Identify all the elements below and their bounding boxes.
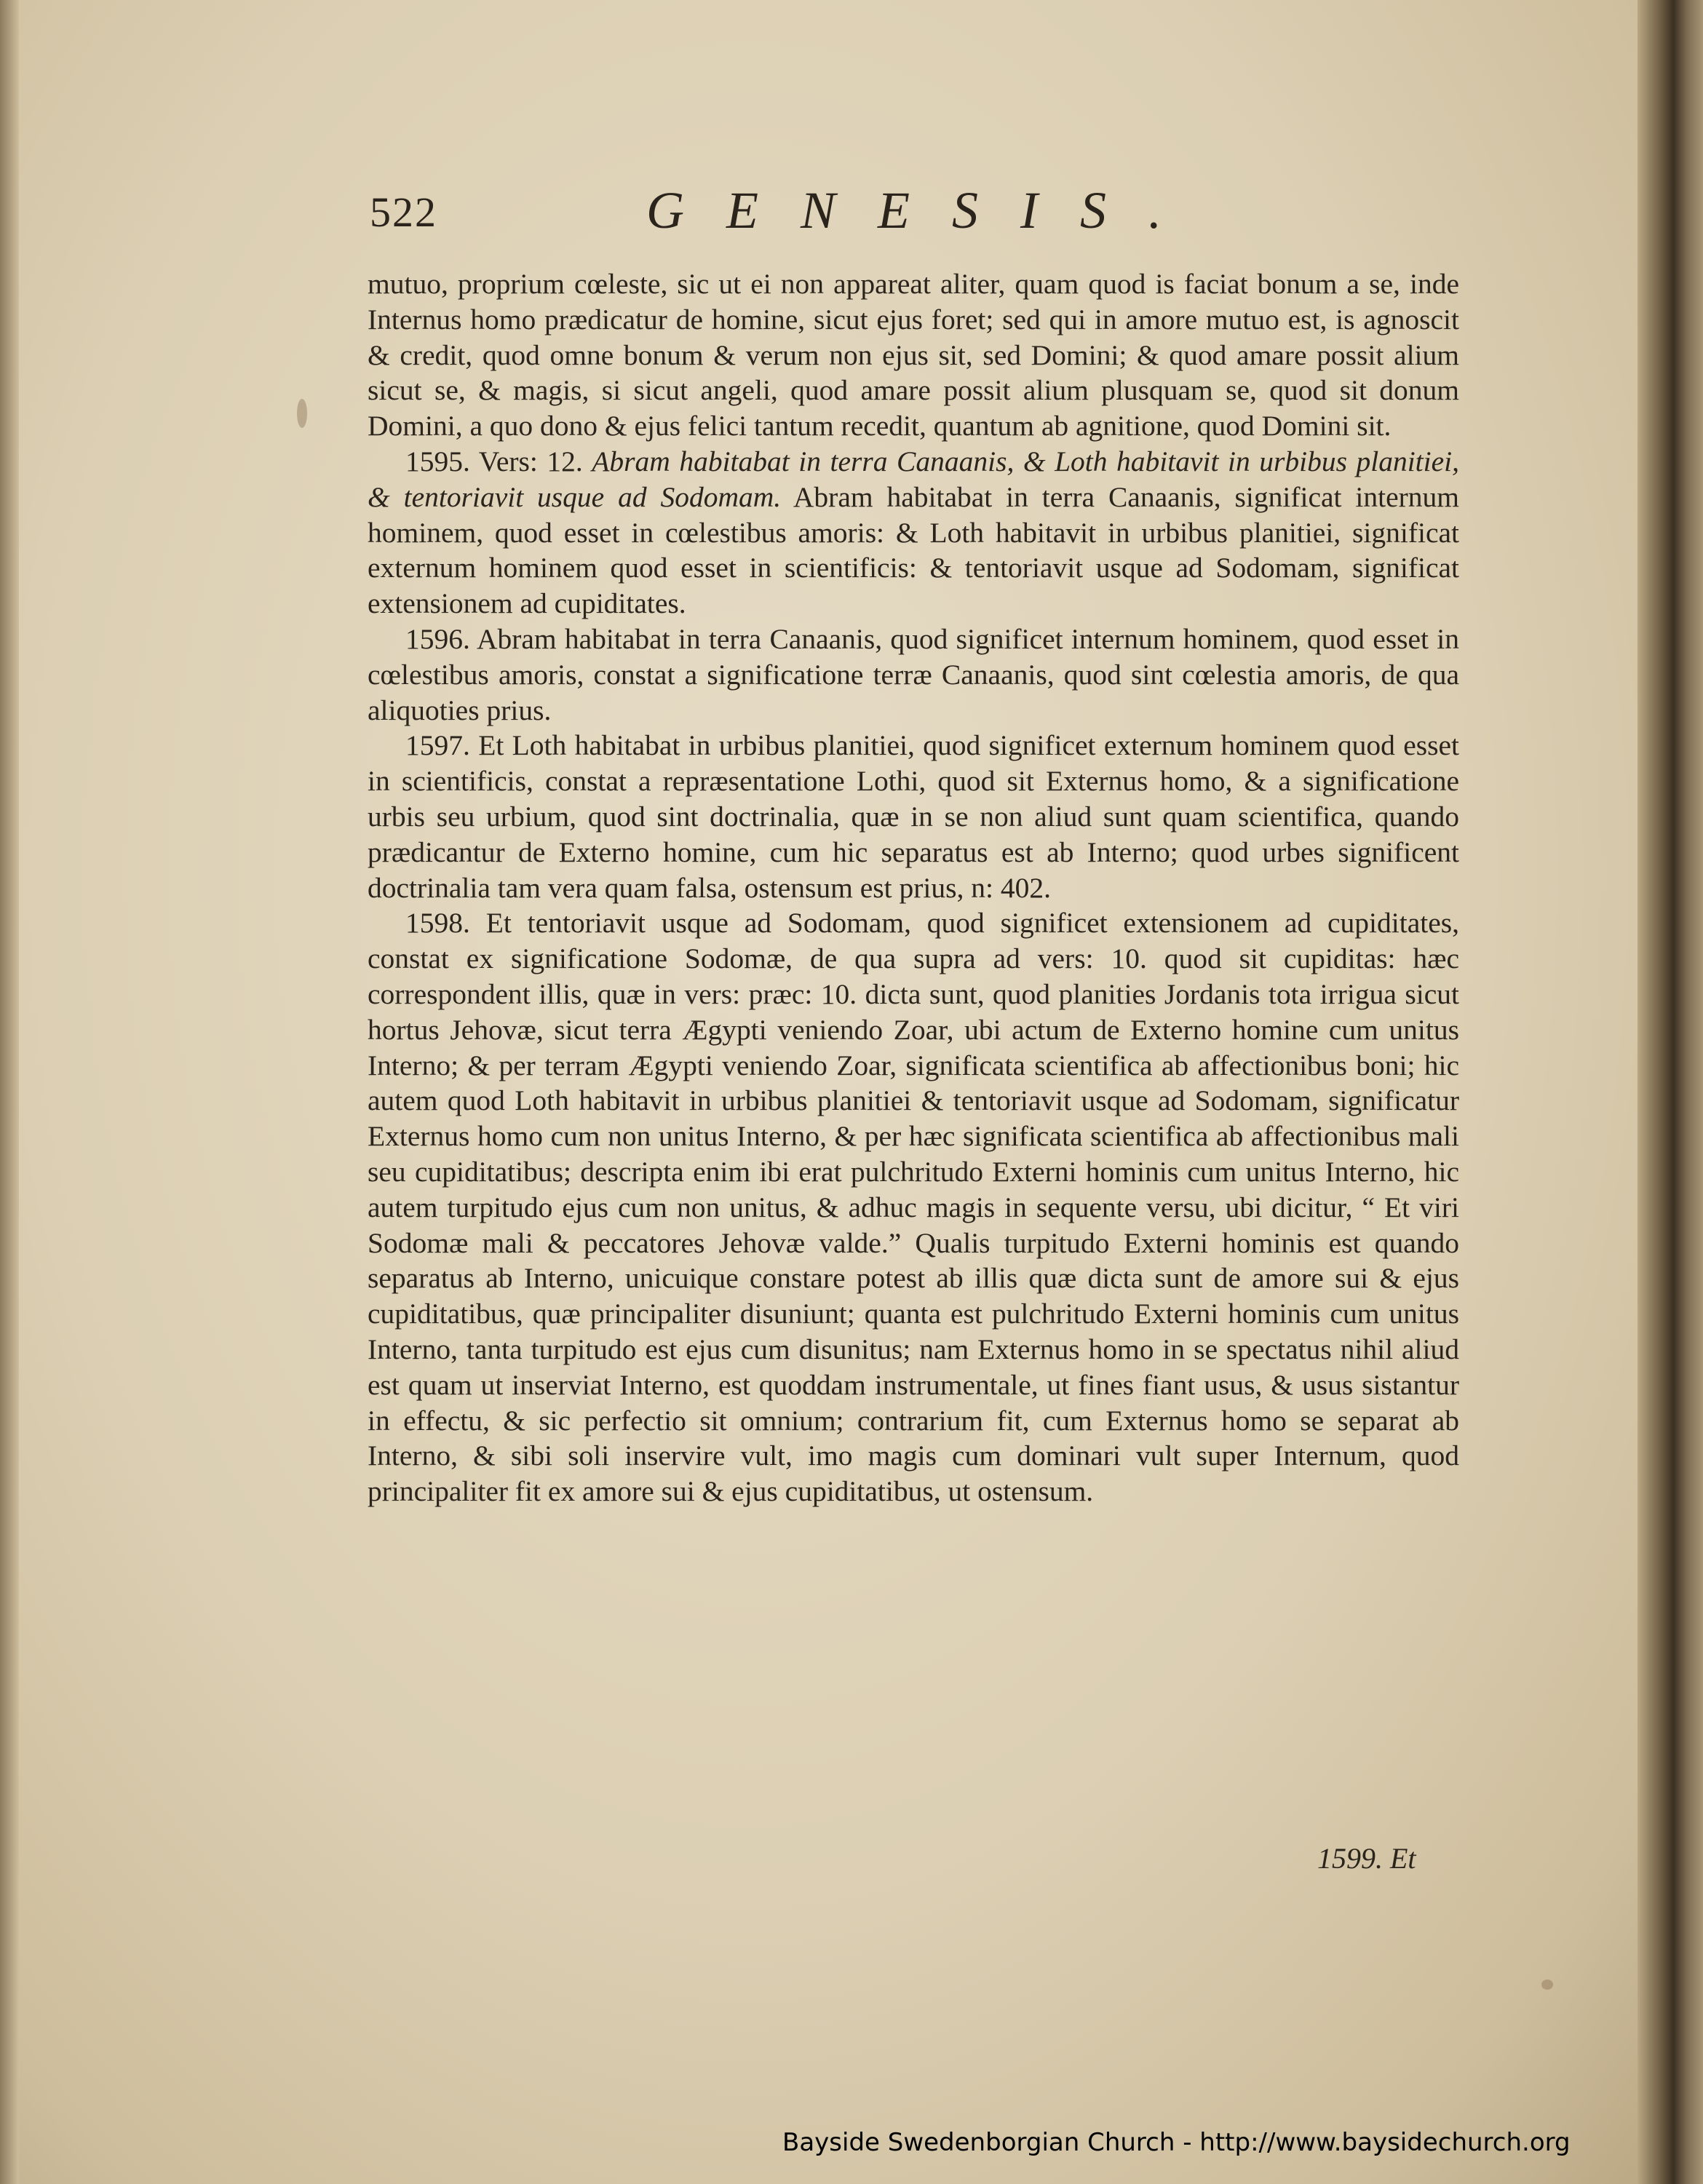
paragraph-1598 (368, 905, 1459, 1509)
catchword: 1599. Et (1317, 1842, 1416, 1875)
paragraph-1597 (368, 728, 1459, 905)
paragraph-1595 (368, 444, 1459, 622)
paragraph-text: Et Loth habitabat in urbibus planitiei, quod significet externum hominem quod esset in scientificis, constat a repræsentatione Lothi, quod sit Externus homo, & a significatione urbis seu urbium, quod sint doctrinalia, quæ in se non aliud sunt quam scientifica, quando prædicantur de Externo homine, cum hic separatus est ab Interno; quod urbes significent doctrinalia tam vera quam falsa, ostensum est prius, n: 402. (368, 729, 1460, 904)
page-number: 522 (370, 188, 437, 236)
paragraph-text: Abram habitabat in terra Canaanis, significat internum hominem, quod esset in cœlestibus amoris: & Loth habitavit in urbibus planitiei, significat externum hominem quod esset in scientificis: & tentoriavit usque ad Sodomam, significat extensionem ad cupiditates. (368, 480, 1459, 620)
paragraph-1596 (368, 622, 1459, 728)
verse-reference: Vers: 12. (478, 445, 583, 477)
paragraph-text: mutuo, proprium cœleste, sic ut ei non appareat aliter, quam quod is faciat bonum a se, inde Internus homo prædicatur de homine, sicut ejus foret; sed qui in amore mutuo est, is agnoscit & credit, quod omne bonum & verum non ejus sit, sed Domini; & quod amare possit alium sicut se, & magis, si sicut angeli, quod amare possit alium plusquam se, quod sit donum Domini, a quo dono & ejus felici tantum recedit, quantum ab agnitione, quod Domini sit. (368, 268, 1459, 442)
page-left-edge (0, 0, 19, 2184)
running-title: GENESIS. (646, 181, 1204, 239)
ink-stain (1541, 1980, 1553, 1990)
paragraph-continuation (368, 266, 1459, 444)
paragraph-number: 1598. (405, 907, 470, 940)
verse-quote: Abram habitabat in terra Canaanis, & Loth habitavit in urbibus planitiei, & tentoriavit usque ad Sodomam. (368, 445, 1459, 513)
book-gutter (1638, 0, 1703, 2184)
paragraph-text: Et tentoriavit usque ad Sodomam, quod significet extensionem ad cupiditates, constat ex significatione Sodomæ, de qua supra ad vers: 10. quod sit cupiditas: hæc correspondent illis, quæ in vers: præc: 10. dicta sunt, quod planities Jordanis tota irrigua sicut hortus Jehovæ, sicut terra Ægypti veniendo Zoar, ubi actum de Externo homine cum unitus Interno; & per terram Ægypti veniendo Zoar, significata scientifica ab affectionibus boni; hic autem quod Loth habitavit in urbibus planitiei & tentoriavit usque ad Sodomam, significatur Externus homo cum non unitus Interno, & per hæc significata scientifica ab affectionibus mali seu cupiditatibus; descripta enim ibi erat pulchritudo Externi hominis cum unitus Interno, hic autem turpitudo ejus cum non unitus, & adhuc magis in sequente versu, ubi dicitur, “ Et viri Sodomæ mali & peccatores Jehovæ valde.” Qualis turpitudo Externi hominis est quando separatus ab Interno, unicuique constare potest ab illis quæ dicta sunt de amore sui & ejus cupiditatibus, quæ principaliter disuniunt; quanta est pulchritudo Externi hominis cum unitus Interno, tanta turpitudo est ejus cum disunitus; nam Externus homo in se spectatus nihil aliud est quam ut inserviat Interno, est quoddam instrumentale, ut fines fiant usus, & usus sistantur in effectu, & sic perfectio sit omnium; contrarium fit, cum Externus homo se separat ab Interno, & sibi soli inservire vult, imo magis cum dominari vult super Internum, quod principaliter fit ex amore sui & ejus cupiditatibus, ut ostensum. (368, 907, 1459, 1508)
ink-stain (297, 399, 307, 428)
page-header (370, 180, 1461, 246)
watermark-text: Bayside Swedenborgian Church - http://www.baysidechurch.org (782, 2128, 1571, 2157)
paragraph-number: 1596. (405, 622, 470, 655)
body-text (368, 266, 1459, 1509)
paragraph-number: 1597. (405, 729, 470, 762)
paragraph-text: Abram habitabat in terra Canaanis, quod significet internum hominem, quod esset in cœlestibus amoris, constat a significatione terræ Canaanis, quod sint cœlestia amoris, de qua aliquoties prius. (368, 622, 1460, 726)
paragraph-number: 1595. (405, 445, 470, 477)
